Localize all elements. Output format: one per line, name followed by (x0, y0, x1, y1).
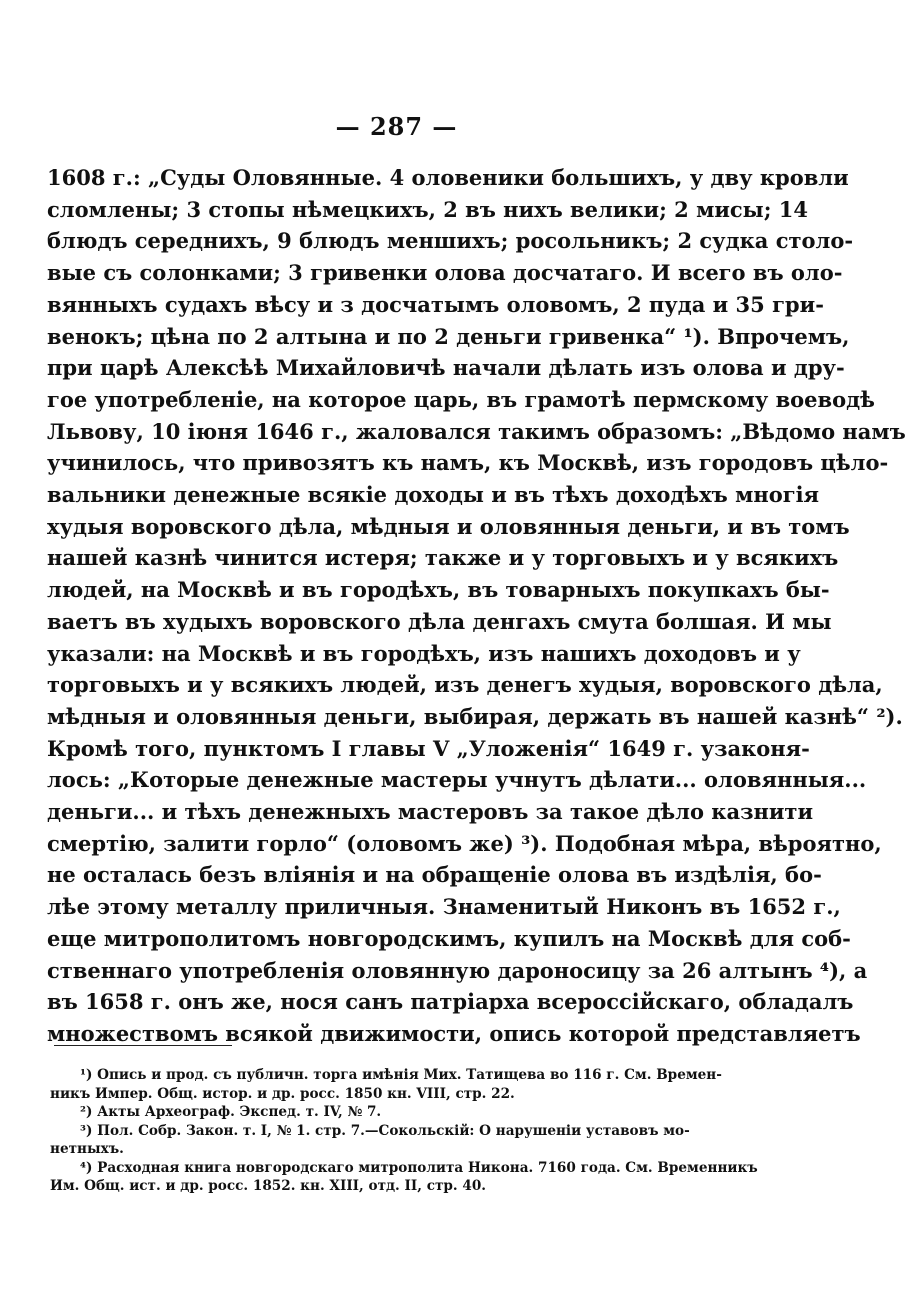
footnote-line: ²) Акты Археограф. Экспед. т. IV, № 7. (80, 1104, 382, 1120)
text-line: худыя воровского дѣла, мѣдныя и оловянныя деньги, и въ томъ (47, 513, 850, 539)
text-line: Кромѣ того, пунктомъ I главы V „Уложенія“ 1649 г. узаконя- (47, 735, 810, 761)
text-line: при царѣ Алексѣѣ Михайловичѣ начали дѣлать изъ олова и дру- (47, 355, 845, 381)
main-text (47, 162, 906, 1050)
text-line: въ 1658 г. онъ же, нося санъ патріарха всероссійскаго, обладалъ (47, 989, 854, 1015)
footnotes (50, 1066, 758, 1196)
text-line: гое употребленіе, на которое царь, въ грамотѣ пермскому воеводѣ (47, 386, 875, 412)
text-line: указали: на Москвѣ и въ городѣхъ, изъ нашихъ доходовъ и у (47, 640, 801, 666)
footnote-line: никъ Импер. Общ. истор. и др. росс. 1850 кн. VIII, стр. 22. (50, 1085, 515, 1102)
text-line: мѣдныя и оловянныя деньги, выбирая, держать въ нашей казнѣ“ ²). (47, 703, 903, 729)
text-line: ственнаго употребленія оловянную дароносицу за 26 алтынъ ⁴), а (47, 957, 868, 983)
text-line: вые съ солонками; 3 гривенки олова досчатаго. И всего въ оло- (47, 260, 843, 286)
text-line: нашей казнѣ чинится истеря; также и у торговыхъ и у всякихъ (47, 545, 839, 571)
text-line: людей, на Москвѣ и въ городѣхъ, въ товарныхъ покупкахъ бы- (47, 577, 830, 603)
text-line: еще митрополитомъ новгородскимъ, купилъ на Москвѣ для соб- (47, 925, 851, 951)
text-line: учинилось, что привозятъ къ намъ, къ Москвѣ, изъ городовъ цѣло- (47, 450, 889, 476)
footnote-line: ⁴) Расходная книга новгородскаго митрополита Никона. 7160 года. См. Временникъ (80, 1159, 758, 1176)
text-line: деньги... и тѣхъ денежныхъ мастеровъ за такое дѣло казнити (47, 799, 814, 825)
text-line: не осталась безъ вліянія и на обращеніе олова въ издѣлія, бо- (47, 862, 822, 888)
text-line: вальники денежные всякіе доходы и въ тѣхъ доходѣхъ многія (47, 482, 820, 508)
text-line: ваетъ въ худыхъ воровского дѣла денгахъ смута болшая. И мы (47, 608, 832, 634)
footnote-line: Им. Общ. ист. и др. росс. 1852. кн. XIII, отд. II, стр. 40. (50, 1178, 487, 1194)
text-line: Львову, 10 іюня 1646 г., жаловался такимъ образомъ: „Вѣдомо намъ (47, 418, 906, 444)
text-line: лѣе этому металлу приличныя. Знаменитый Никонъ въ 1652 г., (47, 894, 841, 920)
footnote-divider (54, 1045, 232, 1046)
text-line: 1608 г.: „Суды Оловянные. 4 оловеники большихъ, у дву кровли (47, 165, 849, 190)
text-line: смертію, залити горло“ (оловомъ же) ³). Подобная мѣра, вѣроятно, (47, 830, 882, 856)
text-line: вянныхъ судахъ вѣсу и з досчатымъ оловомъ, 2 пуда и 35 гри- (47, 291, 824, 317)
page-number: — 287 — (335, 112, 458, 141)
text-line: множествомъ всякой движимости, опись которой представляетъ (47, 1020, 861, 1046)
footnote-line: ¹) Опись и прод. съ публичн. торга имѣнія Мих. Татищева во 116 г. См. Времен- (80, 1067, 722, 1083)
text-line: торговыхъ и у всякихъ людей, изъ денегъ худыя, воровского дѣла, (47, 672, 883, 698)
text-line: венокъ; цѣна по 2 алтына и по 2 деньги гривенка“ ¹). Впрочемъ, (47, 323, 850, 349)
footnote-line: нетныхъ. (50, 1141, 124, 1157)
text-line: сломлены; 3 стопы нѣмецкихъ, 2 въ нихъ велики; 2 мисы; 14 (47, 196, 809, 222)
text-line: блюдъ середнихъ, 9 блюдъ меншихъ; росольникъ; 2 судка столо- (47, 228, 854, 254)
footnote-line: ³) Пол. Собр. Закон. т. I, № 1. стр. 7.—Сокольскій: О нарушеніи уставовъ мо- (80, 1122, 690, 1139)
text-line: лось: „Которые денежные мастеры учнутъ дѣлати... оловянныя... (47, 767, 867, 793)
